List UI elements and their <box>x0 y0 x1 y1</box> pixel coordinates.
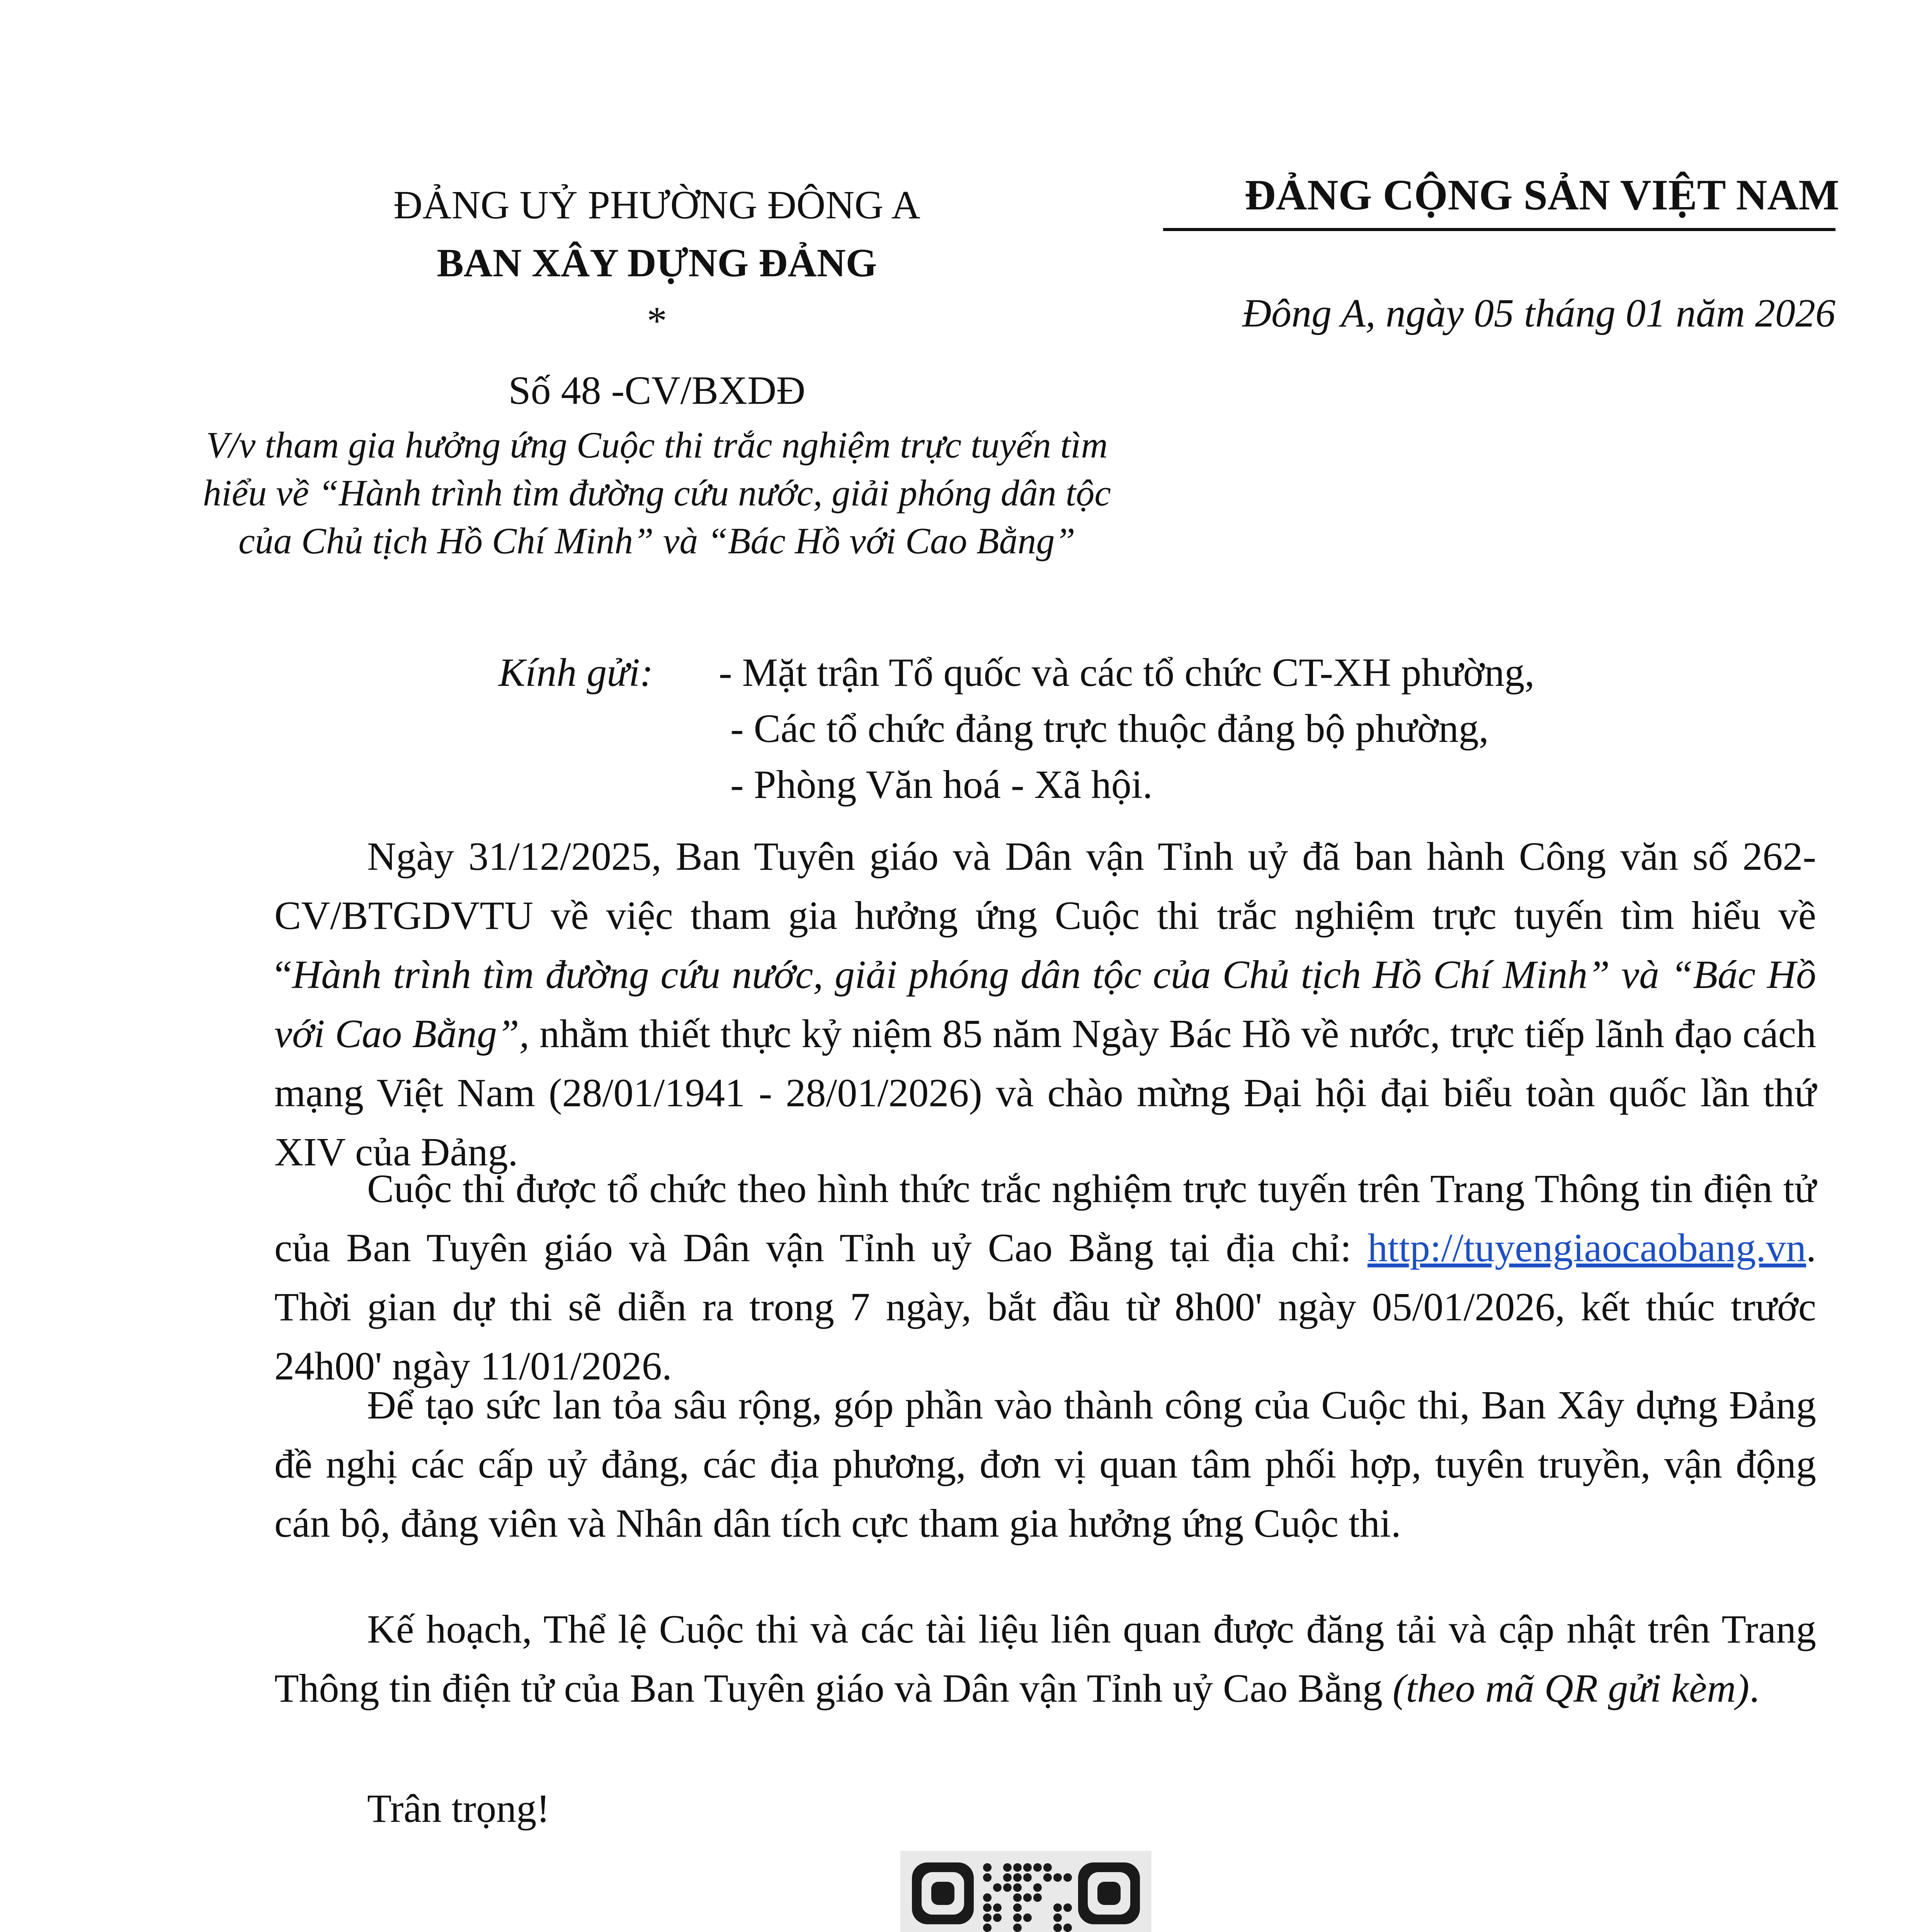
header-star: * <box>647 299 667 343</box>
recipient-item: - Mặt trận Tổ quốc và các tổ chức CT-XH phường, <box>719 650 1535 695</box>
document-date: Đông A, ngày 05 tháng 01 năm 2026 <box>1242 291 1835 335</box>
recipient-item: - Phòng Văn hoá - Xã hội. <box>730 762 1153 807</box>
website-link[interactable]: http://tuyengiaocaobang.vn <box>1367 1226 1806 1270</box>
body-text-span: Để tạo sức lan tỏa sâu rộng, góp phần vào thành công của Cuộc thi, Ban Xây dựng Đảng đề nghị các cấp uỷ đảng, các địa phương, đơn vị quan tâm phối hợp, tuyên truyền, vận động cán bộ, đảng viên và Nhân dân tích cực tham gia hưởng ứng Cuộc thi. <box>274 1383 1816 1546</box>
department-name: BAN XÂY DỰNG ĐẢNG <box>437 241 877 285</box>
body-text-span: nhằm thiết thực kỷ niệm 85 năm Ngày Bác Hồ về nước, trực tiếp lãnh đạo cách mạng Việt Nam (28/01/1941 - 28/01/2026) và chào mừng Đại hội đại biểu toàn quốc lần thứ XIV của Đảng. <box>274 1012 1817 1174</box>
body-paragraph-4 <box>274 1600 1816 1718</box>
qr-code <box>900 1851 1152 1932</box>
party-underline <box>1163 228 1835 231</box>
body-paragraph-1 <box>274 827 1816 1182</box>
body-text-span: . Thời gian dự thi sẽ diễn ra trong 7 ngày, bắt đầu từ 8h00' ngày 05/01/2026, kết thúc trước 24h00' ngày 11/01/2026. <box>274 1226 1816 1388</box>
document-number: Số 48 -CV/BXDĐ <box>508 368 806 413</box>
body-italic-span: (theo mã QR gửi kèm) <box>1392 1666 1749 1711</box>
document-subject: V/v tham gia hưởng ứng Cuộc thi trắc nghiệm trực tuyến tìm hiểu về “Hành trình tìm đường cứu nước, giải phóng dân tộc của Chủ tịch Hồ Chí Minh” và “Bác Hồ với Cao Bằng” <box>203 424 1111 561</box>
qr-code-icon <box>900 1851 1152 1932</box>
closing-text: Trân trọng! <box>367 1786 550 1831</box>
body-paragraph-2 <box>274 1159 1816 1396</box>
recipients-label: Kính gửi: <box>498 650 653 695</box>
body-text-span: Kế hoạch, Thể lệ Cuộc thi và các tài liệu liên quan được đăng tải và cập nhật trên Trang Thông tin điện tử của Ban Tuyên giáo và Dân vận Tỉnh uỷ Cao Bằng <box>274 1607 1816 1711</box>
body-paragraph-3 <box>274 1376 1816 1553</box>
body-text-span: Cuộc thi được tổ chức theo hình thức trắc nghiệm trực tuyến trên Trang Thông tin điện tử của Ban Tuyên giáo và Dân vận Tỉnh uỷ Cao Bằng tại địa chỉ: <box>274 1167 1816 1270</box>
body-text-span: Ngày 31/12/2025, Ban Tuyên giáo và Dân vận Tỉnh uỷ đã ban hành Công văn số 262-CV/BTGDVTU về việc tham gia hưởng ứng Cuộc thi trắc nghiệm trực tuyến tìm hiểu về “ <box>274 834 1816 997</box>
body-italic-span: Hành trình tìm đường cứu nước, giải phóng dân tộc của Chủ tịch Hồ Chí Minh” và “Bác Hồ với Cao Bằng”, <box>274 952 1816 1056</box>
recipient-item: - Các tổ chức đảng trực thuộc đảng bộ phường, <box>730 706 1489 751</box>
body-text-span: . <box>1749 1666 1759 1711</box>
party-name: ĐẢNG CỘNG SẢN VIỆT NAM <box>1244 171 1839 219</box>
issuer-name: ĐẢNG UỶ PHƯỜNG ĐÔNG A <box>393 183 920 227</box>
